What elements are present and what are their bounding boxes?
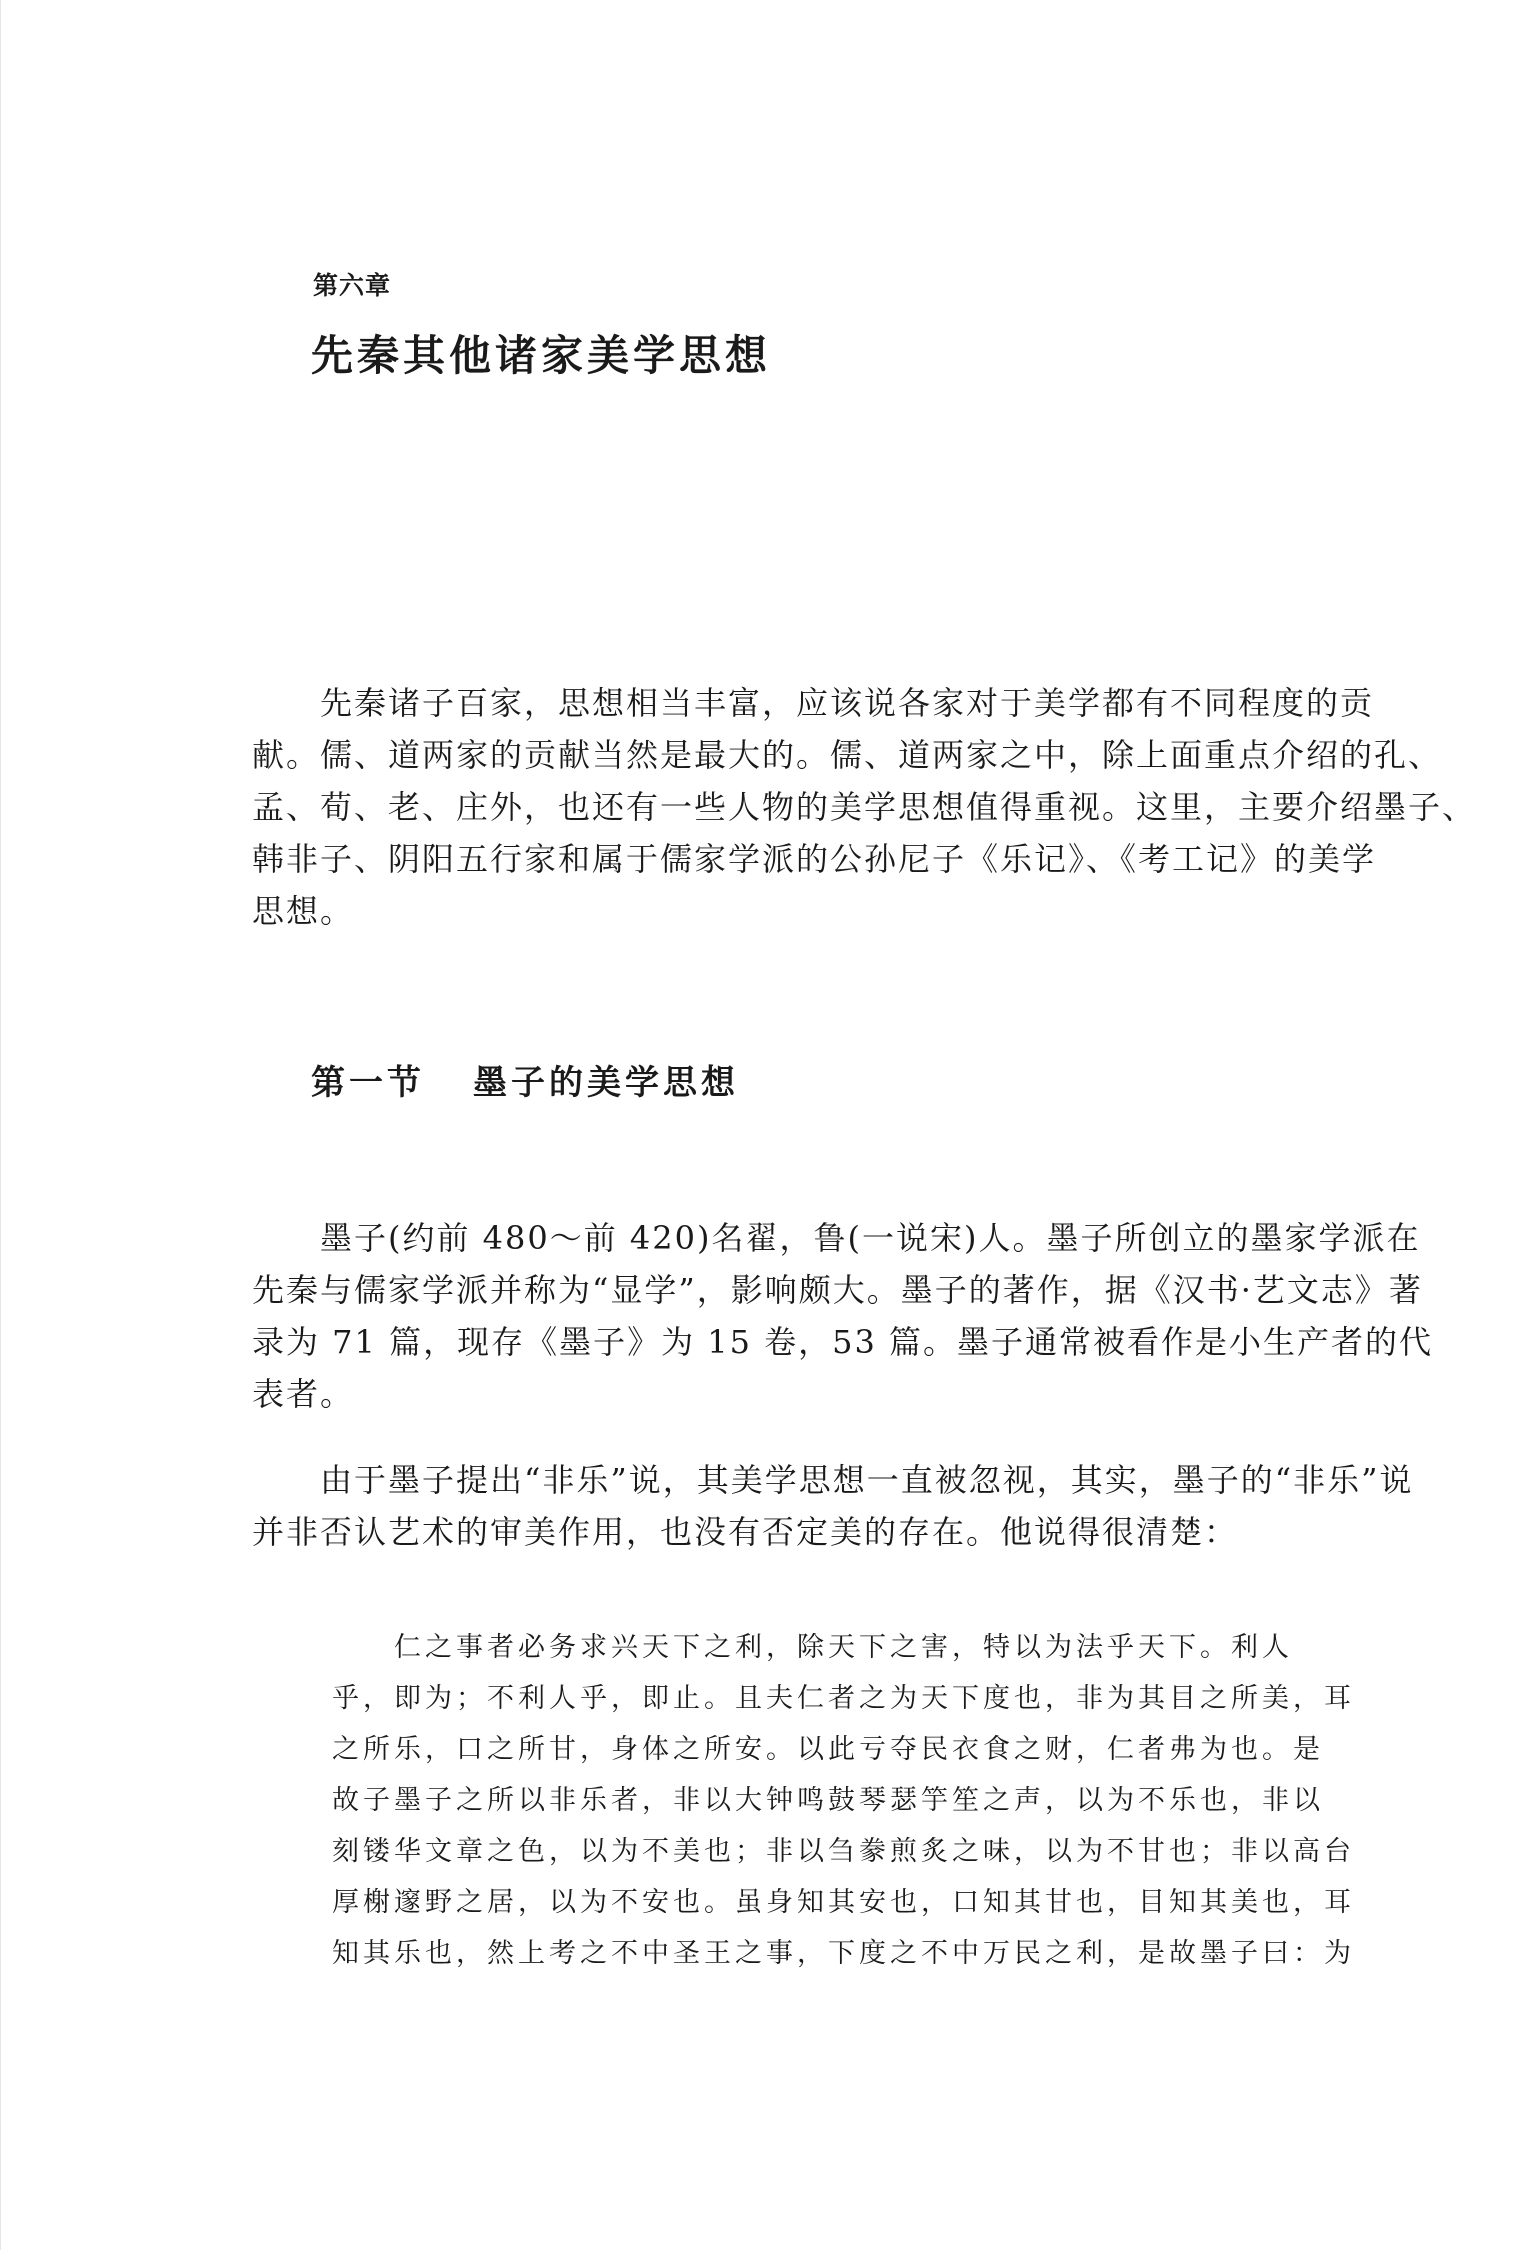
intro-line: 先秦诸子百家，思想相当丰富，应该说各家对于美学都有不同程度的贡 — [252, 684, 1375, 722]
chapter-title: 先秦其他诸家美学思想 — [311, 331, 772, 380]
intro-line: 韩非子、阴阳五行家和属于儒家学派的公孙尼子《乐记》、《考工记》的美学 — [252, 840, 1377, 878]
body-line: 并非否认艺术的审美作用，也没有否定美的存在。他说得很清楚： — [252, 1513, 1239, 1551]
body-line: 录为 71 篇，现存《墨子》为 15 卷，53 篇。墨子通常被看作是小生产者的代 — [252, 1323, 1434, 1361]
body-line: 由于墨子提出“非乐”说，其美学思想一直被忽视，其实，墨子的“非乐”说 — [252, 1461, 1414, 1499]
intro-paragraph — [252, 677, 1477, 937]
intro-line: 献。儒、道两家的贡献当然是最大的。儒、道两家之中，除上面重点介绍的孔、 — [252, 736, 1443, 774]
quote-line: 刻镂华文章之色，以为不美也；非以刍豢煎炙之味，以为不甘也；非以高台 — [332, 1836, 1355, 1867]
section-heading — [311, 1055, 739, 1104]
quote-line: 仁之事者必务求兴天下之利，除天下之害，特以为法乎天下。利人 — [332, 1632, 1293, 1663]
intro-line: 孟、荀、老、庄外，也还有一些人物的美学思想值得重视。这里，主要介绍墨子、 — [252, 788, 1477, 826]
quote-line: 乎，即为；不利人乎，即止。且夫仁者之为天下度也，非为其目之所美，耳 — [332, 1683, 1355, 1714]
body-line: 墨子(约前 480～前 420)名翟，鲁(一说宋)人。墨子所创立的墨家学派在 — [252, 1219, 1421, 1257]
body-line: 先秦与儒家学派并称为“显学”，影响颇大。墨子的著作，据《汉书·艺文志》著 — [252, 1271, 1423, 1309]
section-title: 墨子的美学思想 — [473, 1063, 739, 1103]
chapter-number: 第六章 — [313, 271, 392, 300]
section-number: 第一节 — [311, 1063, 425, 1103]
body-paragraph-2 — [252, 1454, 1414, 1558]
body-line: 表者。 — [252, 1375, 355, 1413]
quote-line: 之所乐，口之所甘，身体之所安。以此亏夺民衣食之财，仁者弗为也。是 — [332, 1734, 1324, 1765]
quote-line: 故子墨子之所以非乐者，非以大钟鸣鼓琴瑟竽笙之声，以为不乐也，非以 — [332, 1785, 1324, 1816]
quote-line: 知其乐也，然上考之不中圣王之事，下度之不中万民之利，是故墨子曰：为 — [332, 1938, 1355, 1969]
page-edge — [0, 0, 1, 2250]
intro-line: 思想。 — [252, 892, 355, 930]
body-paragraph-1 — [252, 1212, 1434, 1420]
block-quote — [332, 1622, 1355, 1979]
quote-line: 厚榭邃野之居，以为不安也。虽身知其安也，口知其甘也，目知其美也，耳 — [332, 1887, 1355, 1918]
